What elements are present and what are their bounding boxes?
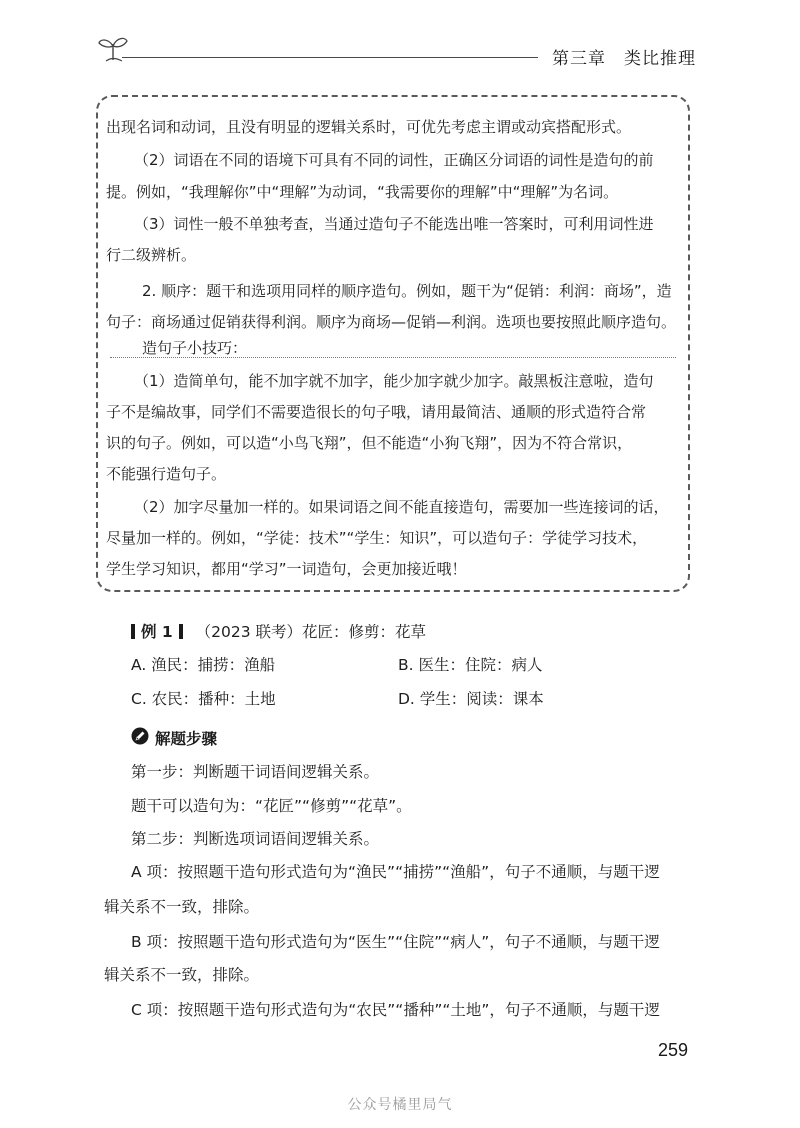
question-stem (131, 622, 426, 642)
page-header (88, 30, 708, 70)
box-line: 行二级辨析。 (106, 246, 197, 264)
chapter-section: 类比推理 (624, 49, 696, 69)
question-source: （2023 联考）花匠：修剪：花草 (195, 623, 426, 641)
box-line: 识的句子。例如，可以造“小鸟飞翔”，但不能造“小狗飞翔”，因为不符合常识， (106, 434, 633, 452)
page-number: 259 (657, 1040, 688, 1060)
box-line: （2）词语在不同的语境下可具有不同的词性，正确区分词语的词性是造句的前 (134, 151, 654, 169)
box-line: 句子：商场通过促销获得利润。顺序为商场—促销—利润。选项也要按照此顺序造句。 (106, 313, 677, 331)
solution-line: 辑关系不一致，排除。 (104, 966, 260, 984)
box-divider (110, 357, 676, 358)
bar-mark (131, 624, 135, 639)
option-c: C. 农民：播种：土地 (131, 690, 276, 708)
option-b: B. 医生：住院：病人 (398, 656, 543, 674)
box-line: 子不是编故事，同学们不需要造很长的句子哦，请用最简洁、通顺的形式造符合常 (106, 403, 647, 421)
tips-heading: 造句子小技巧： (142, 339, 248, 357)
box-line: （2）加字尽量加一样的。如果词语之间不能直接造句，需要加一些连接词的话， (134, 498, 669, 516)
solution-line: 题干可以造句为：“花匠”“修剪”“花草”。 (131, 797, 412, 815)
solution-line: 第二步：判断选项词语间逻辑关系。 (131, 830, 380, 848)
box-line: 尽量加一样的。例如，“学徒：技术”“学生：知识”，可以造句子：学徒学习技术， (106, 529, 648, 547)
question-label: 例 1 (141, 623, 173, 641)
header-rule (122, 57, 538, 58)
box-line: 提。例如，“我理解你”中“理解”为动词，“我需要你的理解”中“理解”为名词。 (106, 183, 619, 201)
box-line: （3）词性一般不单独考查，当通过造句子不能选出唯一答案时，可利用词性进 (134, 215, 654, 233)
chapter-title (552, 44, 696, 69)
chapter-number: 第三章 (552, 49, 606, 69)
watermark-text: 公众号橘里局气 (347, 1097, 453, 1113)
option-a: A. 渔民：捕捞：渔船 (131, 656, 276, 674)
solution-line: 第一步：判断题干词语间逻辑关系。 (131, 763, 380, 781)
box-line: 学生学习知识，都用“学习”一词造句，会更加接近哦！ (106, 560, 467, 578)
box-line: 2. 顺序：题干和选项用同样的顺序造句。例如，题干为“促销：利润：商场”，造 (142, 282, 672, 300)
option-d: D. 学生：阅读：课本 (398, 690, 544, 708)
solution-line: C 项：按照题干造句形式造句为“农民”“播种”“土地”，句子不通顺，与题干逻 (131, 1001, 660, 1019)
pencil-icon (131, 727, 149, 745)
box-line: （1）造简单句，能不加字就不加字，能少加字就少加字。敲黑板注意啦，造句 (134, 372, 654, 390)
box-line: 出现名词和动词，且没有明显的逻辑关系时，可优先考虑主谓或动宾搭配形式。 (106, 118, 632, 136)
solution-line: 辑关系不一致，排除。 (104, 898, 260, 916)
solution-title: 解题步骤 (155, 730, 218, 748)
solution-line: A 项：按照题干造句形式造句为“渔民”“捕捞”“渔船”，句子不通顺，与题干逻 (131, 863, 660, 881)
solution-line: B 项：按照题干造句形式造句为“医生”“住院”“病人”，句子不通顺，与题干逻 (131, 933, 660, 951)
box-line: 不能强行造句子。 (106, 465, 227, 483)
tips-box (96, 95, 690, 592)
bar-mark (179, 624, 183, 639)
